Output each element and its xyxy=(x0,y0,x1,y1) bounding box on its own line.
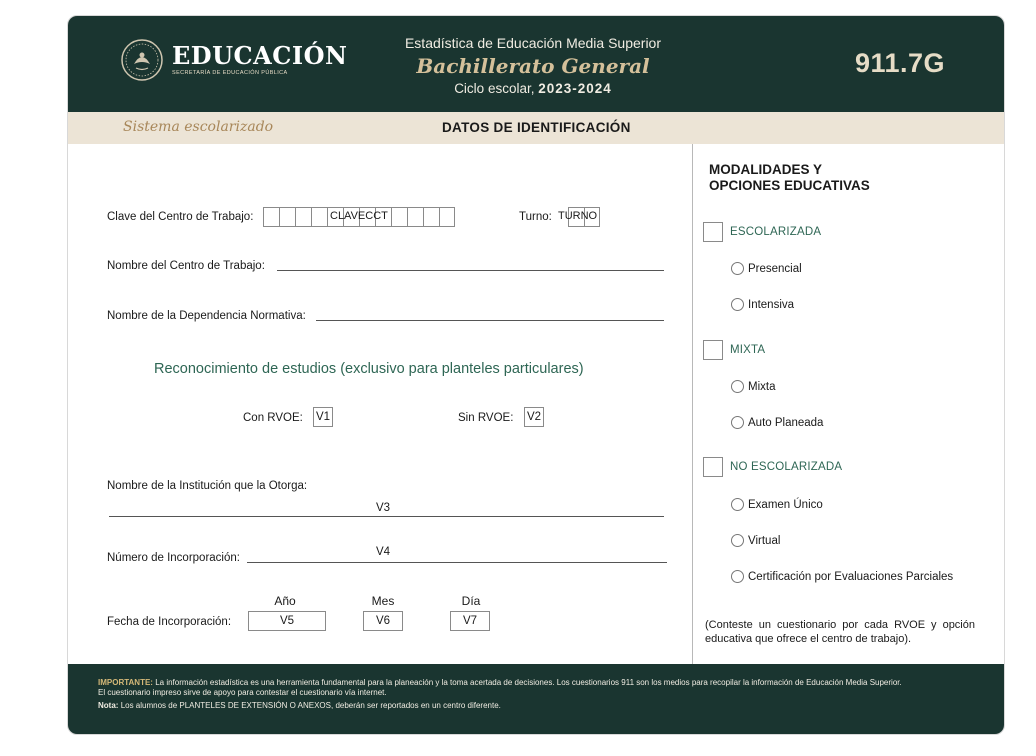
year-header: Año xyxy=(274,594,296,608)
footer-line2: El cuestionario impreso sirve de apoyo para contestar el cuestionario vía internet. xyxy=(98,688,387,697)
certificacion-radio[interactable] xyxy=(731,570,953,583)
header-stat-title: Estadística de Educación Media Superior xyxy=(404,35,662,51)
date-label: Fecha de Incorporación: xyxy=(107,616,232,628)
important-label: IMPORTANTE: xyxy=(98,678,153,687)
cct-value: CLAVECCT xyxy=(330,210,388,222)
radio-circle-icon xyxy=(731,534,744,547)
header-cycle xyxy=(368,80,698,98)
cycle-prefix: Ciclo escolar, xyxy=(454,81,535,96)
mixta-radio[interactable] xyxy=(731,380,775,393)
month-box[interactable]: V6 xyxy=(363,611,403,631)
identification-section xyxy=(68,144,692,664)
institution-value: V3 xyxy=(375,502,391,514)
mexico-seal-icon xyxy=(120,38,164,82)
examen-unico-radio[interactable] xyxy=(731,498,823,511)
year-box[interactable]: V5 xyxy=(248,611,326,631)
con-rvoe-box[interactable]: V1 xyxy=(313,407,333,427)
no-escolarizada-label: NO ESCOLARIZADA xyxy=(730,461,843,473)
institution-label: Nombre de la Institución que la Otorga: xyxy=(107,480,308,492)
sin-rvoe-box[interactable]: V2 xyxy=(524,407,544,427)
presencial-label: Presencial xyxy=(748,262,802,275)
note-label: Nota: xyxy=(98,701,119,710)
mixta-option-label: Mixta xyxy=(748,380,776,393)
form-code: 911.7G xyxy=(854,48,946,78)
form-header xyxy=(68,16,1005,112)
intensiva-label: Intensiva xyxy=(748,298,795,311)
modalities-title-line2: OPCIONES EDUCATIVAS xyxy=(709,178,870,193)
important-text: La información estadística es una herramienta fundamental para la planeación y la toma acertada de decisiones. Los cuestionarios 911 son los medios para recopilar la información de Educación Media Superior. xyxy=(155,678,902,687)
escolarizada-label: ESCOLARIZADA xyxy=(730,226,822,238)
institution-field[interactable] xyxy=(109,516,664,517)
radio-circle-icon xyxy=(731,416,744,429)
turno-value: TURNO xyxy=(558,210,598,222)
mixta-checkbox[interactable] xyxy=(703,340,723,360)
no-escolarizada-checkbox[interactable] xyxy=(703,457,723,477)
day-header: Día xyxy=(461,594,481,608)
questionnaire-form xyxy=(67,15,1005,735)
modalities-section xyxy=(693,144,1005,664)
virtual-radio[interactable] xyxy=(731,534,780,547)
cct-label: Clave del Centro de Trabajo: xyxy=(107,211,254,223)
center-name-label: Nombre del Centro de Trabajo: xyxy=(107,260,265,272)
day-box[interactable]: V7 xyxy=(450,611,490,631)
center-name-field[interactable] xyxy=(277,270,664,271)
examen-unico-label: Examen Único xyxy=(748,498,823,511)
logo-wordmark: EDUCACIÓN xyxy=(172,41,348,70)
incorporation-value: V4 xyxy=(375,546,391,558)
virtual-label: Virtual xyxy=(748,534,781,547)
sin-rvoe-label: Sin RVOE: xyxy=(458,412,514,424)
sep-logo xyxy=(120,38,347,82)
radio-circle-icon xyxy=(731,298,744,311)
auto-planeada-radio[interactable] xyxy=(731,416,823,429)
recognition-title: Reconocimiento de estudios (exclusivo para planteles particulares) xyxy=(154,361,584,377)
month-header: Mes xyxy=(371,594,395,608)
dependency-field[interactable] xyxy=(316,320,664,321)
form-footer xyxy=(68,664,1005,735)
section-band xyxy=(68,112,1005,144)
radio-circle-icon xyxy=(731,498,744,511)
escolarizada-checkbox[interactable] xyxy=(703,222,723,242)
auto-planeada-label: Auto Planeada xyxy=(748,416,824,429)
system-label: Sistema escolarizado xyxy=(123,119,274,135)
header-program: Bachillerato General xyxy=(416,54,650,78)
modalities-note: (Conteste un cuestionario por cada RVOE y opción educativa que ofrece el centro de trabajo). xyxy=(705,619,975,645)
note-text: Los alumnos de PLANTELES DE EXTENSIÓN O ANEXOS, deberán ser reportados en un centro diferente. xyxy=(120,701,501,710)
footer-note xyxy=(98,701,976,711)
cycle-year: 2023-2024 xyxy=(538,81,612,96)
incorporation-label: Número de Incorporación: xyxy=(107,552,240,564)
header-title-block xyxy=(368,34,698,98)
modalities-title-line1: MODALIDADES Y xyxy=(709,162,823,177)
certificacion-label: Certificación por Evaluaciones Parciales xyxy=(748,570,954,583)
presencial-radio[interactable] xyxy=(731,262,802,275)
logo-subtitle: SECRETARÍA DE EDUCACIÓN PÚBLICA xyxy=(172,70,288,76)
intensiva-radio[interactable] xyxy=(731,298,794,311)
radio-circle-icon xyxy=(731,380,744,393)
turno-label: Turno: xyxy=(519,211,552,223)
section-title: DATOS DE IDENTIFICACIÓN xyxy=(442,120,631,135)
con-rvoe-label: Con RVOE: xyxy=(243,412,303,424)
modalities-title xyxy=(709,162,870,194)
radio-circle-icon xyxy=(731,570,744,583)
radio-circle-icon xyxy=(731,262,744,275)
incorporation-field[interactable] xyxy=(247,562,667,563)
important-paragraph xyxy=(98,678,976,688)
dependency-label: Nombre de la Dependencia Normativa: xyxy=(107,310,306,322)
mixta-label: MIXTA xyxy=(730,344,766,356)
